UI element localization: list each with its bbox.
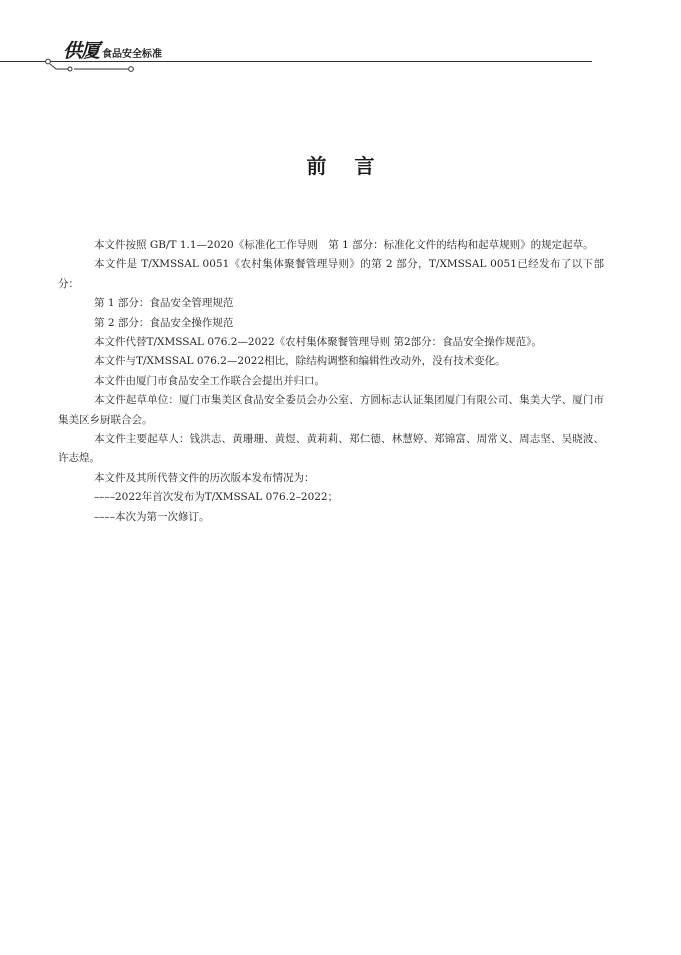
page-header — [0, 0, 681, 80]
rule-dot-1 — [46, 59, 51, 64]
paragraph: 本文件代替T/XMSSAL 076.2—2022《农村集体聚餐管理导则 第2部分：食品安全操作规范》。 — [94, 336, 542, 349]
title-char-2: 言 — [354, 154, 375, 178]
paragraph: 第 2 部分：食品安全操作规范 — [94, 316, 234, 329]
rule-bend — [50, 64, 56, 69]
paragraph: 本文件由厦门市食品安全工作联合会提出并归口。 — [94, 374, 325, 387]
brand-subtitle: 食品安全标准 — [102, 49, 163, 60]
paragraph: 本文件与T/XMSSAL 076.2—2022相比，除结构调整和编辑性改动外，没有技术变化。 — [94, 355, 506, 368]
paragraph: 本文件是 T/XMSSAL 0051《农村集体聚餐管理导则》的第 2 部分，T/XMSSAL 0051已经发布了以下部分： — [58, 258, 604, 290]
paragraph: 本文件按照 GB/T 1.1—2020《标准化工作导则 第 1 部分：标准化文件的结构和起草规则》的规定起草。 — [94, 239, 594, 251]
paragraph: 本文件主要起草人：钱洪志、黄珊珊、黄煜、黄莉莉、郑仁德、林慧婷、郑锦富、周常义、周志坚、吴晓波、许志煌。 — [58, 433, 604, 465]
paragraph: ––––本次为第一次修订。 — [94, 510, 210, 523]
paragraph: 第 1 部分：食品安全管理规范 — [94, 297, 234, 310]
paragraph: 本文件起草单位：厦门市集美区食品安全委员会办公室、方圆标志认证集团厦门有限公司、集美大学、厦门市集美区乡厨联合会。 — [58, 394, 604, 426]
header-rule-ornament — [0, 0, 681, 80]
rule-dot-2 — [68, 67, 72, 71]
rule-dot-3 — [129, 67, 134, 72]
paragraph: 本文件及其所代替文件的历次版本发布情况为： — [94, 471, 315, 484]
title-char-1: 前 — [306, 154, 327, 178]
brand-logo-text: 供厦 — [63, 40, 100, 62]
foreword-body — [58, 236, 604, 527]
paragraph: ––––2022年首次发布为T/XMSSAL 076.2–2022； — [94, 491, 339, 504]
page-title — [0, 150, 681, 179]
